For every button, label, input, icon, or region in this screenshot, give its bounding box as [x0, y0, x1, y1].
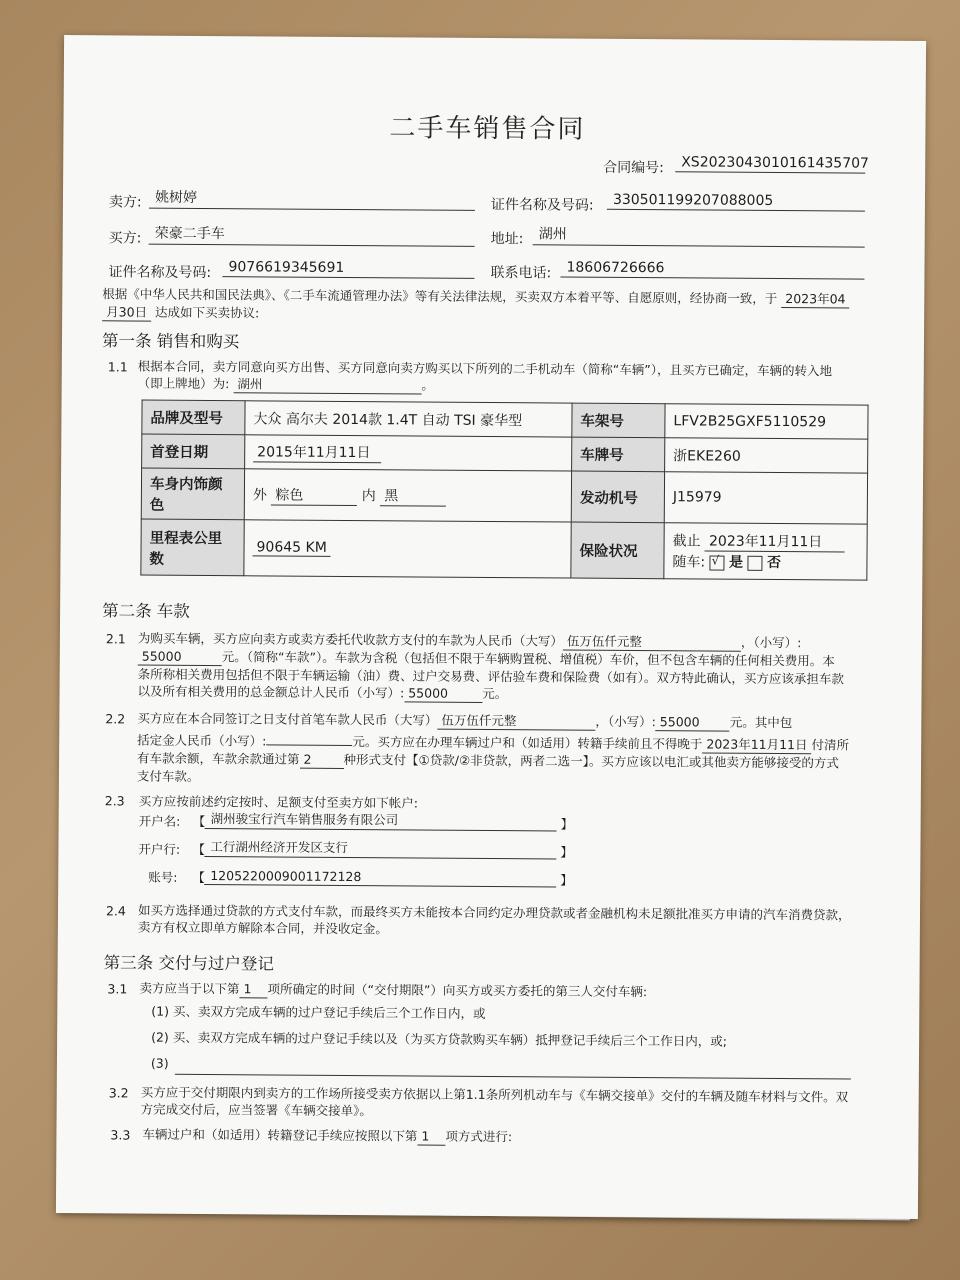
intro-date-b: 月30日 [102, 303, 151, 321]
clause-2-2-d: 括定金人民币（小写）: [137, 732, 267, 749]
mileage-cell [244, 520, 571, 578]
insurance-no-label: 否 [766, 554, 782, 572]
contract-no-field [675, 153, 870, 173]
account-field [204, 866, 556, 887]
clause-3-3-a: 车辆过户和（如适用）转籍登记手续应按照以下第 [142, 1126, 418, 1144]
intro-text-1: 根据《中华人民共和国民法典》、《二手车流通管理办法》等有关法律法规，买卖双方本着平等、自愿原则，经协商一致，于 [102, 286, 778, 306]
clause-3-2-b: 方完成交付后，应当签署《车辆交接单》。 [140, 1101, 372, 1119]
delivery-option-3-field[interactable] [175, 1056, 851, 1080]
inner-color-value: 黑 [380, 485, 446, 506]
payment-method-choice: 2 [300, 751, 344, 769]
outer-color-label: 外 [252, 486, 267, 503]
clause-3-1-number: 3.1 [107, 981, 128, 997]
clause-2-2-f: 付清所 [811, 737, 850, 753]
table-row [141, 468, 867, 524]
delivery-option-2: (2) 买、卖双方完成车辆的过户登记手续以及（为买方贷款购买车辆）抵押登记手续后三个工作日内，或; [151, 1029, 728, 1049]
clause-2-4-text [138, 902, 868, 941]
clause-3-2-text [141, 1084, 865, 1123]
insurance-label: 保险状况 [571, 522, 664, 579]
vehicle-info-table [140, 400, 868, 581]
clause-2-1-c: 元。（简称“车款”）。车款为含税（包括但不限于车辆购置税、增值税）车价，但不包含车辆的任何相关费用。本 [221, 649, 835, 669]
clause-1-1-sentence-2: （即上牌地）为: [137, 375, 230, 392]
contract-no-label: 合同编号: [603, 159, 664, 177]
buyer-value: 荣豪二手车 [154, 225, 225, 243]
clause-2-1-number: 2.1 [105, 631, 126, 647]
bracket-right: 】 [560, 844, 573, 860]
bank-value: 工行湖州经济开发区支行 [210, 839, 349, 856]
clause-2-2-h: 种形式支付【①贷款/②非贷款，两者二选一】。买方应该以电汇或其他卖方能够接受的方式 [343, 751, 840, 771]
clause-2-1-d: 条所称相关费用包括但不限于车辆运输（油）费、过户交易费、评估验车费和保险费（如有）。双方特此确认，买方应该承担车款 [137, 666, 844, 687]
final-payment-date: 2023年11月11日 [702, 735, 811, 754]
clause-2-3-number: 2.3 [104, 793, 125, 809]
bank-field [204, 838, 556, 859]
intro-date-a: 2023年04 [781, 290, 849, 308]
registration-city: 湖州 [233, 375, 421, 394]
delivery-choice: 1 [239, 980, 267, 998]
clause-3-2-a: 买方应于交付期限内到卖方的工作场所接受卖方依据以上第1.1条所列机动车与《车辆交接单》交付的车辆及随车材料与文件。双 [140, 1084, 849, 1105]
bank-name-label: 开户名: [138, 813, 181, 829]
address-label: 地址: [490, 230, 524, 248]
buyer-id-value: 9076619345691 [228, 259, 345, 276]
clause-3-3-text [142, 1126, 862, 1149]
insurance-no-checkbox[interactable] [747, 555, 762, 570]
address-value: 湖州 [538, 226, 567, 243]
insurance-with-label: 随车: [672, 554, 706, 571]
clause-3-1-a: 卖方应当于以下第 [139, 980, 240, 997]
clause-1-1-text: 根据本合同，卖方同意向买方出售、买方同意向卖方购买以下所列的二手机动车（简称“车辆”），且买方已确定，车辆的转入地 （即上牌地）为: 湖州 。 [137, 358, 833, 393]
table-row [142, 434, 868, 473]
clause-3-3-number: 3.3 [110, 1127, 131, 1143]
insurance-yes-label: 是 [729, 554, 744, 571]
buyer-id-field [222, 258, 474, 279]
bracket-left: 【 [192, 841, 206, 858]
transfer-choice: 1 [417, 1127, 445, 1145]
bracket-left: 【 [192, 869, 205, 886]
account-value: 1205220009001172128 [210, 868, 362, 885]
address-field [533, 226, 865, 247]
clause-3-2-number: 3.2 [108, 1085, 129, 1101]
engine-value: J15979 [664, 472, 867, 524]
clause-2-2-number: 2.2 [105, 711, 126, 727]
clause-2-1-b: ，（小写）: [740, 634, 802, 651]
deposit-amount [266, 728, 352, 746]
clause-2-1-f: 元。 [482, 685, 508, 702]
clause-3-1-text [139, 980, 859, 1003]
delivery-option-3: (3) [150, 1055, 169, 1071]
reg-date-value: 2015年11月11日 [253, 441, 381, 463]
table-row [142, 400, 868, 439]
mileage-value: 90645 KM [252, 539, 330, 557]
bracket-left: 【 [192, 813, 206, 830]
clause-2-2-i: 支付车款。 [136, 768, 200, 784]
clause-1-1-number: 1.1 [107, 359, 128, 375]
clause-2-2-c: 元。其中包 [729, 714, 793, 731]
plate-value: 浙EKE260 [665, 438, 868, 473]
seller-id-label: 证件名称及号码: [490, 196, 594, 214]
buyer-label: 买方: [108, 230, 142, 247]
buyer-id-label: 证件名称及号码: [108, 264, 212, 282]
first-payment-upper: 伍万伍仟元整 [437, 712, 595, 731]
inner-color-label: 内 [361, 487, 376, 504]
clause-2-2-g: 有车款余额，车款余款通过第 [137, 750, 300, 767]
phone-field [560, 258, 864, 279]
insurance-until-value: 2023年11月11日 [705, 530, 845, 552]
clause-3-3-b: 项方式进行: [445, 1128, 513, 1145]
reg-date-label: 首登日期 [142, 434, 245, 469]
check-mark-icon: √ [711, 553, 720, 568]
clause-2-1-e: 以及所有相关费用的总金额总计人民币（小写）: [137, 683, 405, 701]
clause-2-2-a: 买方应在本合同签订之日支付首笔车款人民币（大写） [137, 710, 438, 728]
contract-page [56, 35, 926, 1219]
seller-id-field [607, 191, 865, 212]
bank-name-value: 湖州骏宝行汽车销售服务有限公司 [210, 811, 399, 828]
delivery-option-1: (1) 买、卖双方完成车辆的过户登记手续后三个工作日内，或 [151, 1003, 486, 1021]
first-payment-lower: 55000 [656, 713, 730, 732]
clause-2-4-a: 如买方选择通过贷款的方式支付车款，而最终买方未能按本合同约定办理贷款或者金融机构未足额批准买方申请的汽车消费贷款， [137, 902, 851, 923]
clause-2-4-b: 卖方有权立即单方解除本合同，并没收定金。 [137, 919, 388, 937]
engine-label: 发动机号 [571, 471, 664, 523]
page-title: 二手车销售合同 [389, 113, 586, 145]
seller-field [149, 190, 475, 211]
vin-value: LFV2B25GXF5110529 [665, 404, 868, 439]
table-row [141, 519, 867, 580]
brand-value: 大众 高尔夫 2014款 1.4T 自动 TSI 豪华型 [245, 401, 572, 437]
plate-label: 车牌号 [572, 437, 665, 472]
clause-2-2-b: ，（小写）: [595, 713, 656, 730]
bank-name-field [205, 810, 557, 831]
insurance-yes-checkbox[interactable] [710, 555, 725, 570]
reg-date-cell [245, 435, 572, 471]
price-total: 55000 [404, 684, 482, 703]
seller-id-value: 330501199207088005 [612, 191, 774, 209]
article-1-heading: 第一条 销售和购买 [101, 331, 240, 352]
article-3-heading: 第三条 交付与过户登记 [103, 953, 274, 974]
buyer-field [149, 226, 475, 247]
phone-value: 18606726666 [566, 259, 665, 277]
bracket-right: 】 [560, 872, 573, 888]
phone-label: 联系电话: [490, 264, 552, 282]
price-lower: 55000 [138, 648, 222, 667]
intro-paragraph [102, 285, 892, 327]
mileage-label: 里程表公里数 [141, 519, 244, 576]
clause-3-1-b: 项所确定的时间（“交付期限”）向买方或买方委托的第三人交付车辆: [267, 981, 648, 1000]
contract-no-value: XS2023043010161435707 [681, 154, 870, 172]
clause-2-1-a: 为购买车辆，买方应向卖方或卖方委托代收款方支付的车款为人民币（大写） [137, 630, 563, 649]
intro-text-2: 达成如下买卖协议: [155, 304, 260, 321]
bank-label: 开户行: [138, 841, 181, 857]
account-label: 账号: [148, 869, 178, 885]
seller-value: 姚树婷 [154, 189, 198, 206]
seller-label: 卖方: [108, 194, 142, 211]
color-label: 车身内饰颜色 [141, 468, 244, 520]
color-cell [244, 469, 571, 522]
insurance-cell [664, 523, 867, 580]
brand-label: 品牌及型号 [142, 400, 245, 435]
clause-2-4-number: 2.4 [105, 903, 126, 919]
article-2-heading: 第二条 车款 [102, 601, 190, 621]
price-upper: 伍万伍仟元整 [563, 633, 741, 652]
bracket-right: 】 [560, 816, 574, 832]
clause-2-2-text [137, 710, 862, 790]
clause-2-1-text [137, 630, 861, 706]
vin-label: 车架号 [572, 403, 665, 438]
outer-color-value: 粽色 [271, 484, 357, 506]
clause-1-1-sentence: 根据本合同，卖方同意向买方出售、买方同意向卖方购买以下所列的二手机动车（简称“车辆”），且买方已确定，车辆的转入地 [137, 358, 833, 379]
clause-2-2-e: 元。买方应在办理车辆过户和（如适用）转籍手续前且不得晚于 [352, 734, 703, 752]
insurance-until-label: 截止 [672, 533, 701, 550]
clause-2-3-text: 买方应按前述约定按时、足额支付至卖方如下帐户: [138, 793, 419, 811]
